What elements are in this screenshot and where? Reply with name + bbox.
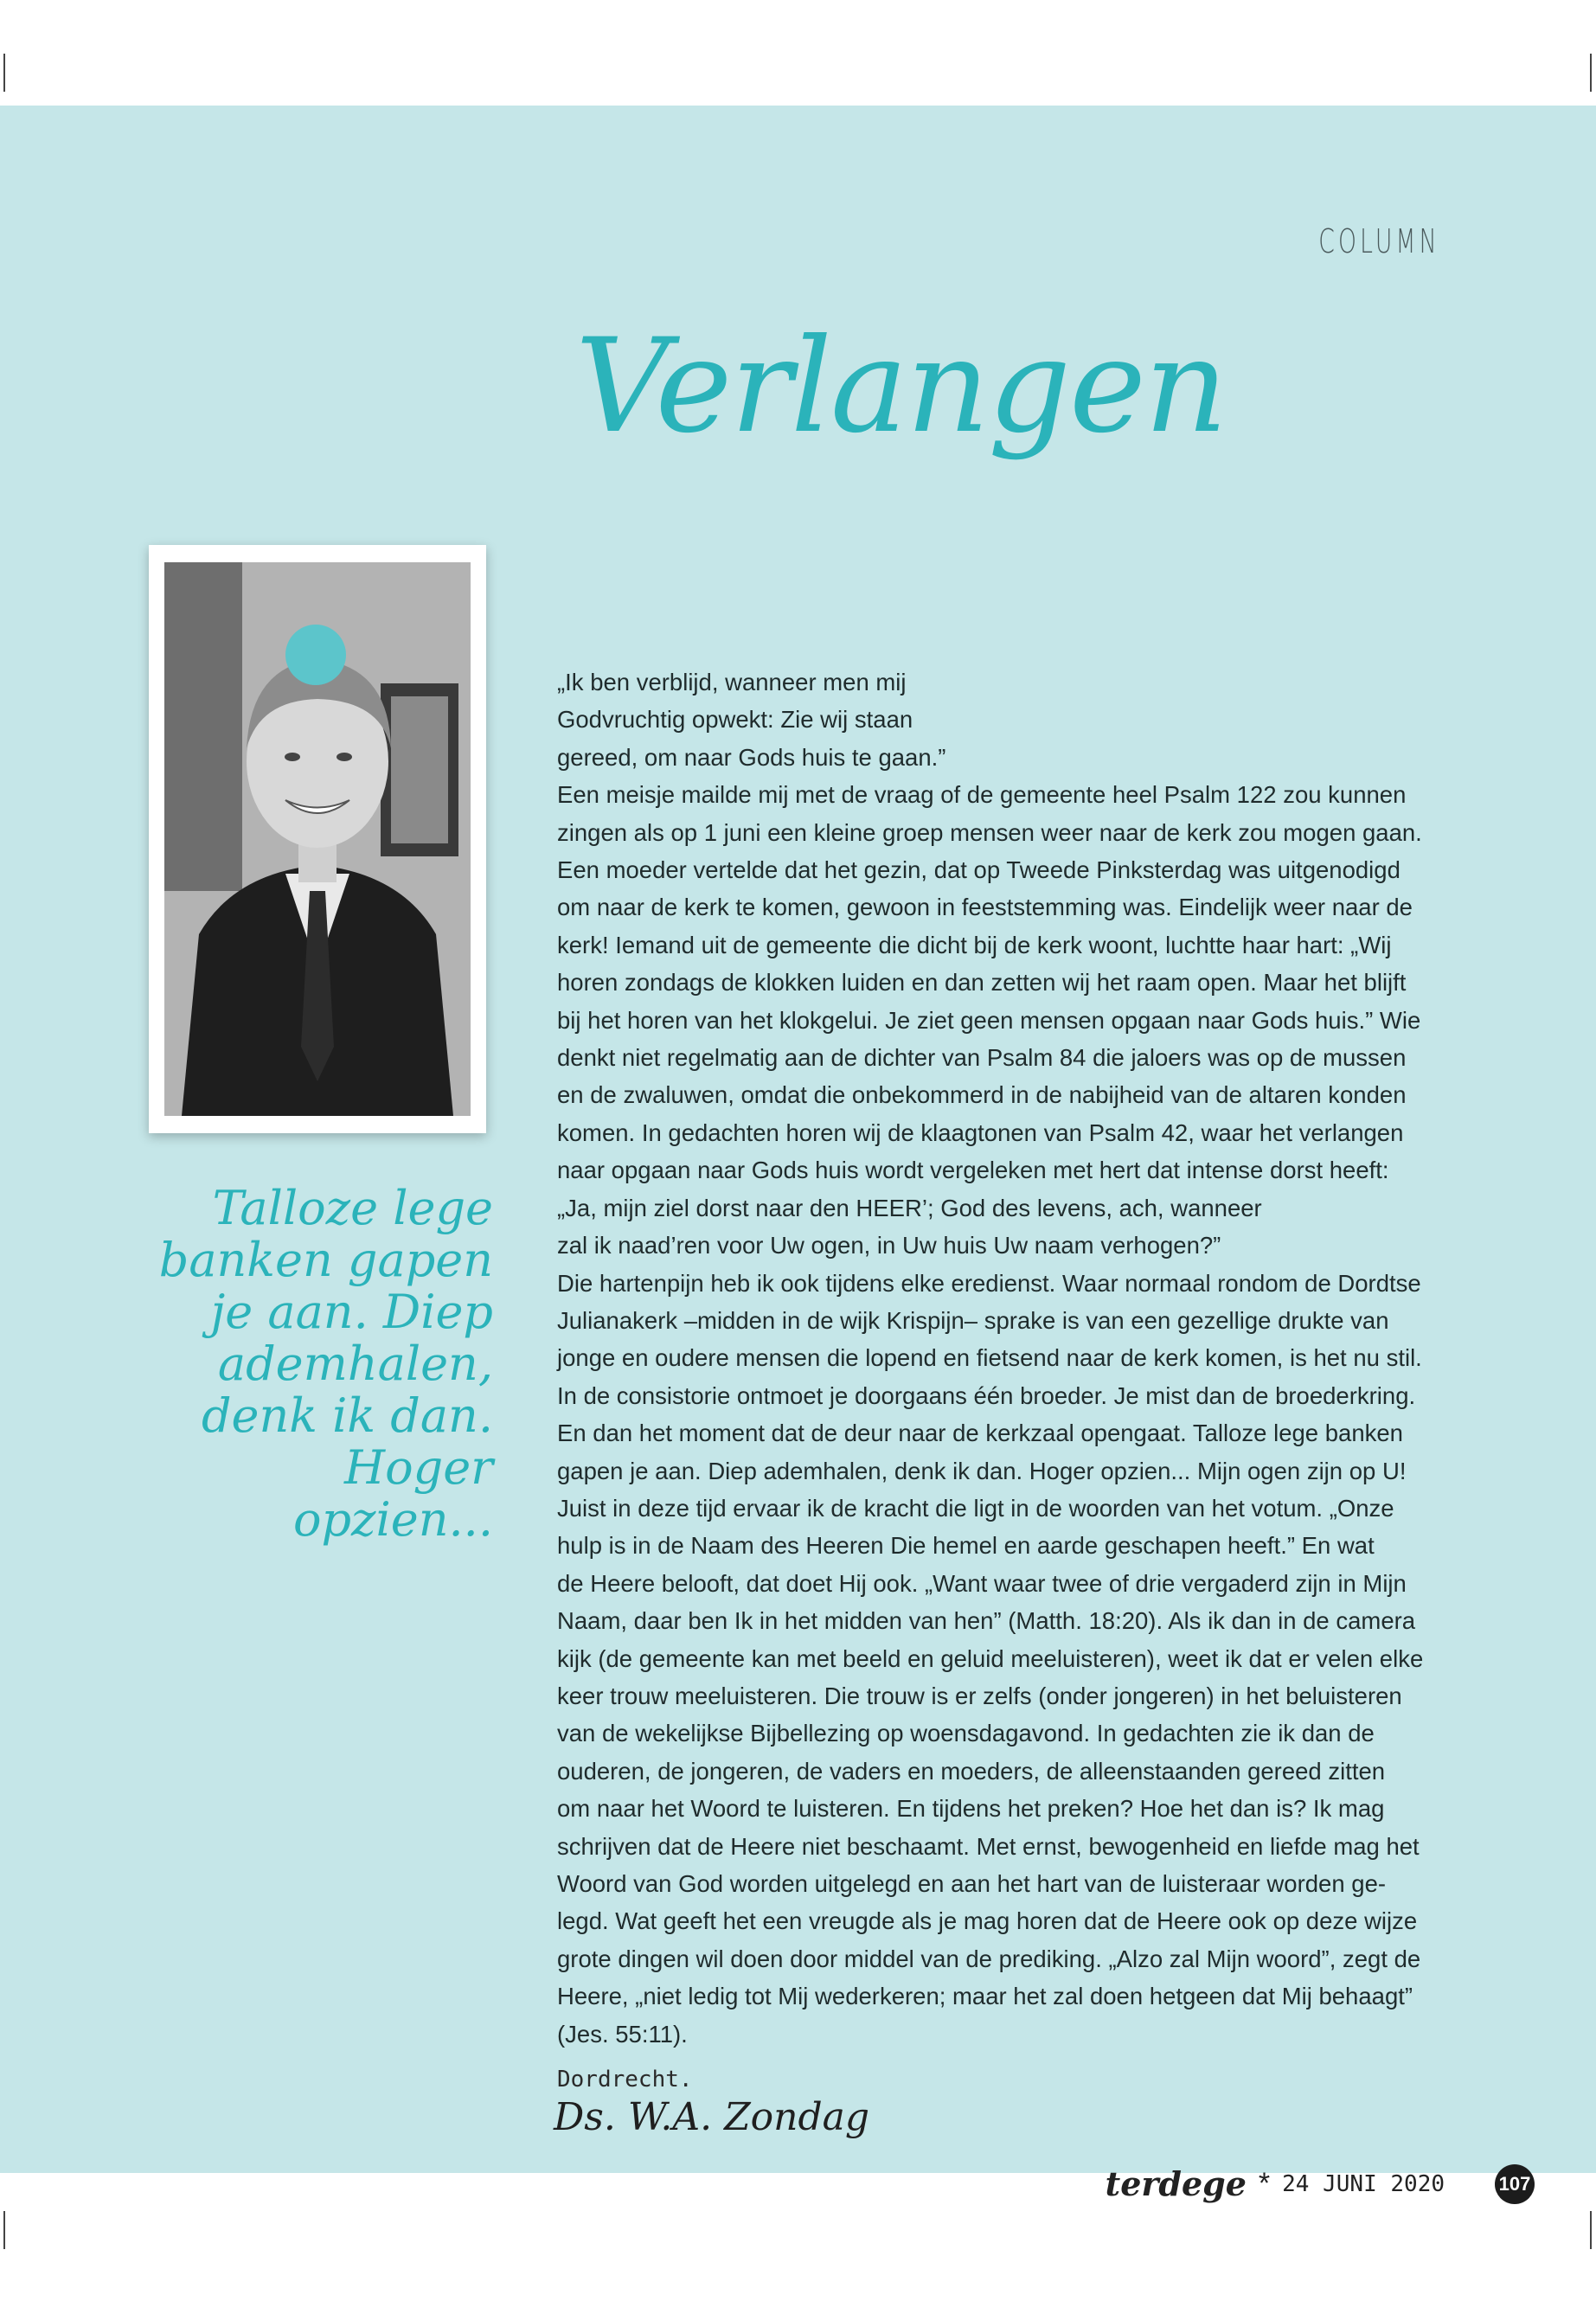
crop-mark xyxy=(3,2211,5,2249)
body-line: van de wekelijkse Bijbellezing op woensdagavond. In gedachten zie ik dan de xyxy=(557,1720,1375,1747)
pull-quote-line: Talloze lege xyxy=(212,1181,493,1235)
body-line: zal ik naad’ren voor Uw ogen, in Uw huis Uw naam verhogen?” xyxy=(557,1232,1221,1259)
body-line: denkt niet regelmatig aan de dichter van Psalm 84 die jaloers was op de mussen xyxy=(557,1044,1407,1072)
body-line: (Jes. 55:11). xyxy=(557,2020,688,2048)
pull-quote-line: denk ik dan. xyxy=(201,1388,493,1443)
body-line: en de zwaluwen, omdat die onbekommerd in de nabijheid van de altaren konden xyxy=(557,1081,1407,1109)
body-line: Woord van God worden uitgelegd en aan het hart van de luisteraar worden ge- xyxy=(557,1870,1387,1897)
pin-icon xyxy=(285,625,346,685)
body-line: Een meisje mailde mij met de vraag of de gemeente heel Psalm 122 zou kunnen xyxy=(557,781,1407,809)
body-line: zingen als op 1 juni een kleine groep mensen weer naar de kerk zou mogen gaan. xyxy=(557,818,1422,846)
body-line: ouderen, de jongeren, de vaders en moeders, de alleenstaanden gereed zitten xyxy=(557,1757,1386,1785)
body-line: kerk! Iemand uit de gemeente die dicht bij de kerk woont, luchtte haar hart: „Wij xyxy=(557,931,1392,958)
body-line: En dan het moment dat de deur naar de kerkzaal opengaat. Talloze lege banken xyxy=(557,1420,1403,1447)
body-line: komen. In gedachten horen wij de klaagtonen van Psalm 42, waar het verlangen xyxy=(557,1118,1404,1146)
page-title: Verlangen xyxy=(575,311,1227,462)
pull-quote-line: je aan. Diep xyxy=(210,1285,493,1339)
body-line: „Ja, mijn ziel dorst naar den HEER’; God des levens, ach, wanneer xyxy=(557,1194,1262,1221)
page-number: 107 xyxy=(1495,2164,1535,2204)
crop-mark xyxy=(1590,54,1592,92)
star-icon: * xyxy=(1258,2167,1271,2200)
body-line: om naar de kerk te komen, gewoon in feeststemming was. Eindelijk weer naar de xyxy=(557,894,1413,921)
body-line: grote dingen wil doen door middel van de prediking. „Alzo zal Mijn woord”, zegt de xyxy=(557,1945,1421,1972)
pull-quote-line: Hoger opzien... xyxy=(292,1440,493,1547)
body-line: legd. Wat geeft het een vreugde als je mag horen dat de Heere ook op deze wijze xyxy=(557,1907,1418,1935)
body-line: Julianakerk –midden in de wijk Krispijn– sprake is van een gezellige drukte van xyxy=(557,1306,1389,1334)
body-line: jonge en oudere mensen die lopend en fietsend naar de kerk komen, is het nu stil. xyxy=(557,1344,1422,1372)
body-line: In de consistorie ontmoet je doorgaans één broeder. Je mist dan de broederkring. xyxy=(557,1381,1416,1409)
issue-date: 24 JUNI 2020 xyxy=(1282,2170,1445,2197)
body-line: Een moeder vertelde dat het gezin, dat op Tweede Pinksterdag was uitgenodigd xyxy=(557,856,1401,884)
body-line: Heere, „niet ledig tot Mij wederkeren; maar het zal doen hetgeen dat Mij behaagt” xyxy=(557,1983,1413,2010)
place-line: Dordrecht. xyxy=(557,2067,693,2093)
body-line: hulp is in de Naam des Heeren Die hemel en aarde geschapen heeft.” En wat xyxy=(557,1532,1375,1560)
body-line: bij het horen van het klokgelui. Je ziet geen mensen opgaan naar Gods huis.” Wie xyxy=(557,1006,1421,1034)
body-line: om naar het Woord te luisteren. En tijdens het preken? Hoe het dan is? Ik mag xyxy=(557,1795,1385,1823)
body-line: Juist in deze tijd ervaar ik de kracht die ligt in de woorden van het votum. „Onze xyxy=(557,1494,1394,1522)
body-line: „Ik ben verblijd, wanneer men mij xyxy=(557,669,907,695)
page-footer xyxy=(1106,2164,1445,2203)
body-line: Naam, daar ben Ik in het midden van hen” (Matth. 18:20). Als ik dan in de camera xyxy=(557,1607,1416,1635)
body-line: naar opgaan naar Gods huis wordt vergeleken met hert dat intense dorst heeft: xyxy=(557,1157,1389,1184)
body-line: gereed, om naar Gods huis te gaan.” xyxy=(557,743,946,771)
body-line: schrijven dat de Heere niet beschaamt. Met ernst, bewogenheid en liefde mag het xyxy=(557,1832,1420,1860)
pull-quote-line: ademhalen, xyxy=(217,1336,493,1391)
page-panel xyxy=(0,106,1596,2203)
pull-quote xyxy=(130,1183,493,1546)
body-line: keer trouw meeluisteren. Die trouw is er zelfs (onder jongeren) in het beluisteren xyxy=(557,1682,1402,1709)
body-line: horen zondags de klokken luiden en dan zetten wij het raam open. Maar het blijft xyxy=(557,969,1407,997)
body-line: de Heere belooft, dat doet Hij ook. „Want waar twee of drie vergaderd zijn in Mijn xyxy=(557,1569,1407,1597)
crop-mark xyxy=(1590,2211,1592,2249)
magazine-logo: terdege xyxy=(1105,2164,1247,2203)
body-line: gapen je aan. Diep ademhalen, denk ik dan. Hoger opzien... Mijn ogen zijn op U! xyxy=(557,1457,1407,1484)
crop-mark xyxy=(3,54,5,92)
author-signature: Ds. W.A. Zondag xyxy=(554,2095,870,2139)
article-body xyxy=(557,663,1474,2053)
section-label: COLUMN xyxy=(1318,222,1440,260)
pull-quote-line: banken gapen xyxy=(158,1233,493,1287)
body-line: Die hartenpijn heb ik ook tijdens elke eredienst. Waar normaal rondom de Dordtse xyxy=(557,1269,1421,1297)
body-line: Godvruchtig opwekt: Zie wij staan xyxy=(557,706,913,734)
body-line: kijk (de gemeente kan met beeld en geluid meeluisteren), weet ik dat er velen elke xyxy=(557,1644,1424,1672)
